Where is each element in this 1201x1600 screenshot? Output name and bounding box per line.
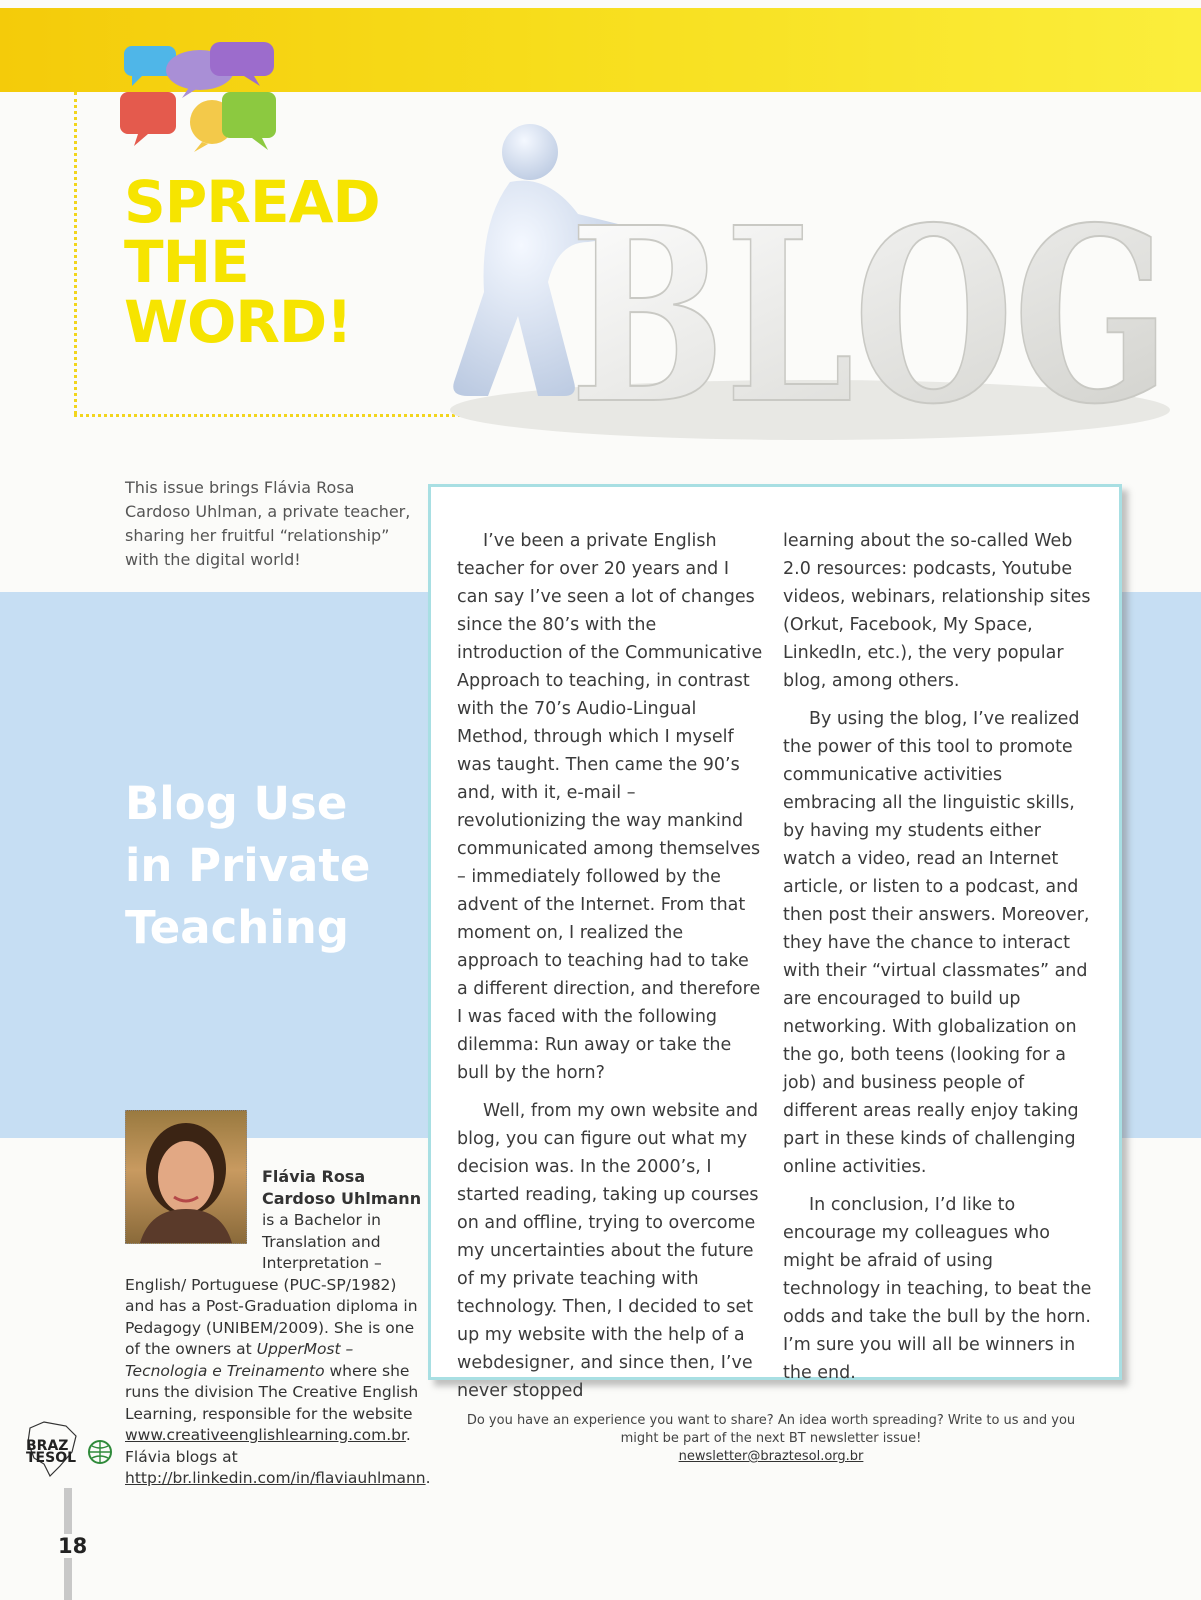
footer-callout <box>460 1412 1082 1466</box>
logo-line-2: TESOL <box>26 1450 77 1466</box>
page-number: 18 <box>58 1534 88 1558</box>
paragraph-continuation: learning about the so-called Web 2.0 resources: podcasts, Youtube videos, webinars, relationship sites (Orkut, Facebook, My Space, LinkedIn, etc.), the very popular blog, among others. <box>783 531 1091 691</box>
bio-part-4: Flávia blogs at <box>125 1447 238 1466</box>
bio-part-3: where she runs the division The Creative English Learning, responsible for the website <box>125 1361 419 1423</box>
article-column-2 <box>783 527 1093 1397</box>
author-bio: is a Bachelor in Translation and Interpretation – English/ Portuguese (PUC-SP/1982) and has a Post-Graduation diploma in Pedagogy (UNIBEM/2009). She is one of the owners at UpperMost – Tecnologia e Treinamento where she runs the division The Creative English Learning, responsible for the website www.creativeenglishlearning.com.br. Flávia blogs at http://br.linkedin.com/in/flaviauhlmann. <box>125 1211 431 1487</box>
blog-word-art: BLOG <box>570 175 1170 457</box>
author-name <box>262 1166 421 1210</box>
article-title <box>125 773 370 959</box>
newsletter-email-link[interactable]: newsletter@braztesol.org.br <box>678 1449 864 1464</box>
website-link[interactable]: www.creativeenglishlearning.com.br <box>125 1426 406 1444</box>
paragraph: Well, from my own website and blog, you can figure out what my decision was. In the 2000’s, I started reading, taking up courses on and offline, trying to overcome my uncertainties about the future of my private teaching with technology. Then, I decided to set up my website with the help of a webdesigner, and since then, I’ve never stopped <box>457 1101 759 1401</box>
blog-3d-illustration <box>430 110 1190 460</box>
article-title-line-1: Blog Use <box>125 777 348 830</box>
paragraph: By using the blog, I’ve realized the power of this tool to promote communicative activities embracing all the linguistic skills, by having my students either watch a video, read an Internet article, or listen to a podcast, and then post their answers. Moreover, they have the chance to interact with their “virtual classmates” and are encouraged to build up networking. With globalization on the go, both teens (looking for a job) and business people of different areas really enjoy taking part in these kinds of challenging online activities. <box>783 709 1090 1177</box>
author-name-line-1: Flávia Rosa <box>262 1167 366 1186</box>
article-column-1 <box>457 527 763 1415</box>
figure-head-icon <box>502 124 558 180</box>
article-title-line-3: Teaching <box>125 901 349 954</box>
headline-line-3: WORD! <box>124 288 352 356</box>
article-title-line-2: in Private <box>125 839 371 892</box>
bio-part-2: English/ Portuguese (PUC-SP/1982) and has a Post-Graduation diploma in Pedagogy (UNIBEM/2009). She is one of the owners at <box>125 1275 418 1358</box>
paragraph: In conclusion, I’d like to encourage my colleagues who might be afraid of using technology in teaching, to beat the odds and take the bull by the horn. I’m sure you will all be winners in the end. <box>783 1195 1092 1383</box>
author-name-line-2: Cardoso Uhlmann <box>262 1189 422 1208</box>
paragraph: I’ve been a private English teacher for over 20 years and I can say I’ve seen a lot of changes since the 80’s with the introduction of the Communicative Approach to teaching, in contrast with the 70’s Audio-Lingual Method, through which I myself was taught. Then came the 90’s and, with it, e-mail – revolutionizing the way mankind communicated among themselves – immediately followed by the advent of the Internet. From that moment on, I realized the approach to teaching had to take a different direction, and therefore I was faced with the following dilemma: Run away or take the bull by the horn? <box>457 531 763 1083</box>
logo-text <box>26 1440 76 1464</box>
logo-line-1: BRAZ <box>26 1438 69 1454</box>
footer-text: Do you have an experience you want to share? An idea worth spreading? Write to us and you might be part of the next BT newsletter issue! <box>466 1413 1076 1446</box>
headline-line-1: SPREAD <box>124 168 380 236</box>
dotted-frame-vertical <box>74 92 77 414</box>
speech-bubbles-icon <box>120 34 280 154</box>
headline-line-2: THE <box>124 228 249 296</box>
intro-text: This issue brings Flávia Rosa Cardoso Uhlman, a private teacher, sharing her fruitful “relationship” with the digital world! <box>125 478 411 569</box>
company-name: UpperMost – Tecnologia e Treinamento <box>125 1340 354 1380</box>
bio-part-1: is a Bachelor in Translation and Interpretation – <box>262 1211 382 1272</box>
headline <box>124 168 380 356</box>
blog-link[interactable]: http://br.linkedin.com/in/flaviauhlmann <box>125 1469 426 1487</box>
article-box <box>428 484 1122 1401</box>
